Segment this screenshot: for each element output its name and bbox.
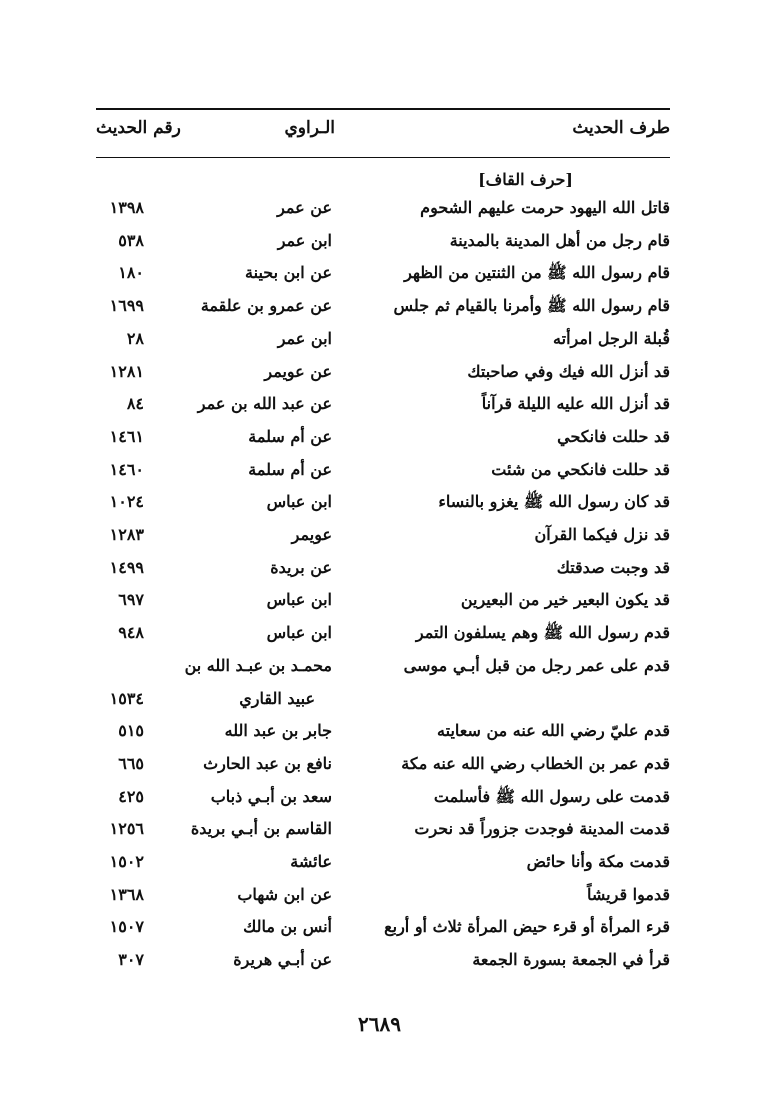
table-row [96, 362, 670, 395]
table-row [96, 885, 670, 918]
table-row [96, 721, 670, 754]
hadith-number: ١٤٩٩ [109, 557, 144, 577]
hadith-number: ١٠٢٤ [109, 492, 144, 512]
narrator: عن عويمر [264, 361, 332, 381]
hadith-text: قدم على عمر رجل من قبل أبـي موسى [403, 655, 670, 675]
section-label: [حرف القاف] [478, 170, 573, 189]
hadith-number: ١٦٩٩ [109, 296, 144, 316]
narrator: ابن عباس [266, 590, 332, 610]
hadith-text: قاتل الله اليهود حرمت عليهم الشحوم [420, 198, 670, 217]
hadith-number: ١٥٠٧ [109, 917, 144, 937]
narrator: عن عمر [277, 198, 332, 217]
hadith-text: قد نزل فيكما القرآن [534, 525, 670, 544]
header-hadith-number: رقم الحديث [96, 118, 181, 138]
narrator: عبيد القاري [239, 688, 315, 708]
narrator: عن عبد الله بن عمر [197, 394, 332, 414]
hadith-text: قدم عليّ رضي الله عنه من سعايته [437, 721, 670, 741]
narrator: ابن عباس [266, 623, 332, 643]
hadith-number: ١٣٦٨ [109, 884, 144, 904]
table-row [96, 492, 670, 525]
narrator: عن أم سلمة [248, 426, 332, 446]
table-row [96, 427, 670, 460]
narrator: عن بريدة [270, 557, 332, 577]
narrator: ابن عمر [277, 230, 332, 250]
hadith-number: ١٤٦٠ [109, 459, 144, 479]
hadith-text: قد وجبت صدقتك [556, 557, 670, 577]
hadith-number: ١٨٠ [118, 263, 144, 283]
table-row [96, 689, 670, 722]
narrator: ابن عباس [266, 492, 332, 512]
hadith-number: ٥١٥ [118, 721, 144, 741]
table-row [96, 558, 670, 591]
hadith-number: ٦٦٥ [118, 753, 144, 773]
hadith-text: قد أنزل الله فيك وفي صاحبتك [467, 361, 670, 381]
hadith-number: ١٤٦١ [109, 426, 144, 446]
hadith-number: ١٣٩٨ [109, 198, 144, 217]
hadith-text: قدمت المدينة فوجدت جزوراً قد نحرت [414, 819, 670, 839]
table-row [96, 263, 670, 296]
hadith-text: قد أنزل الله عليه الليلة قرآناً [481, 394, 670, 414]
hadith-number: ١٢٨١ [109, 361, 144, 381]
hadith-text: قام رسول الله ﷺ وأمرنا بالقيام ثم جلس [393, 296, 670, 316]
table-row [96, 296, 670, 329]
narrator: عن أبـي هريرة [233, 950, 332, 970]
hadith-text: قرء المرأة أو قرء حيض المرأة ثلاث أو أربع [384, 917, 670, 937]
narrator: عن ابن شهاب [237, 884, 332, 904]
narrator: عن عمرو بن علقمة [200, 296, 332, 316]
narrator: القاسم بن أبـي بريدة [190, 819, 332, 839]
header-rule [96, 157, 670, 158]
hadith-text: قدم رسول الله ﷺ وهم يسلفون التمر [415, 623, 670, 643]
narrator: محمـد بن عبـد الله بن [184, 655, 332, 675]
table-row [96, 525, 670, 558]
table-row [96, 950, 670, 983]
narrator: ابن عمر [277, 328, 332, 348]
table-row [96, 394, 670, 427]
narrator: سعد بن أبـي ذباب [210, 786, 332, 806]
hadith-number: ١٢٨٣ [109, 525, 144, 544]
hadith-number: ٢٨ [126, 328, 144, 348]
table-row [96, 787, 670, 820]
hadith-number: ٨٤ [126, 394, 144, 414]
table-row [96, 590, 670, 623]
hadith-text: قد حللت فانكحي [557, 426, 670, 446]
hadith-number: ٥٣٨ [118, 230, 144, 250]
hadith-text: قام رسول الله ﷺ من الثنتين من الظهر [404, 263, 670, 283]
hadith-text: قد حللت فانكحي من شئت [491, 459, 670, 479]
narrator: عائشة [290, 852, 332, 871]
hadith-text: قد يكون البعير خير من البعيرين [460, 590, 670, 610]
header-hadith-text: طرف الحديث [572, 118, 670, 138]
table-row [96, 231, 670, 264]
table-row [96, 623, 670, 656]
table-row [96, 819, 670, 852]
hadith-text: قُبلة الرجل امرأته [553, 328, 670, 348]
table-row [96, 656, 670, 689]
table-row [96, 460, 670, 493]
hadith-number: ٦٩٧ [118, 590, 144, 610]
narrator: أنس بن مالك [243, 917, 332, 937]
table-row [96, 754, 670, 787]
top-rule [96, 108, 670, 110]
narrator: نافع بن عبد الحارث [203, 753, 332, 773]
table-row [96, 198, 670, 231]
narrator: عن أم سلمة [248, 459, 332, 479]
header-narrator: الـراوي [284, 118, 335, 138]
table-row [96, 852, 670, 885]
hadith-number: ٤٢٥ [118, 786, 144, 806]
narrator: عويمر [291, 525, 332, 544]
narrator: جابر بن عبد الله [224, 721, 332, 741]
hadith-number: ١٥٠٢ [109, 852, 144, 871]
page-number: ٢٦٨٩ [358, 1012, 401, 1036]
hadith-text: قدمت مكة وأنا حائض [526, 852, 670, 871]
hadith-number: ٣٠٧ [118, 950, 144, 970]
hadith-number: ٩٤٨ [118, 623, 144, 643]
table-row [96, 917, 670, 950]
hadith-number: ١٥٣٤ [109, 688, 144, 708]
hadith-number: ١٢٥٦ [109, 819, 144, 839]
hadith-text: قدم عمر بن الخطاب رضي الله عنه مكة [401, 753, 670, 773]
hadith-text: قدمت على رسول الله ﷺ فأسلمت [433, 786, 670, 806]
table-row [96, 329, 670, 362]
hadith-text: قد كان رسول الله ﷺ يغزو بالنساء [438, 492, 670, 512]
hadith-text: قدموا قريشاً [587, 884, 670, 904]
hadith-text: قام رجل من أهل المدينة بالمدينة [449, 230, 670, 250]
hadith-text: قرأ في الجمعة بسورة الجمعة [472, 950, 670, 970]
narrator: عن ابن بحينة [245, 263, 332, 283]
